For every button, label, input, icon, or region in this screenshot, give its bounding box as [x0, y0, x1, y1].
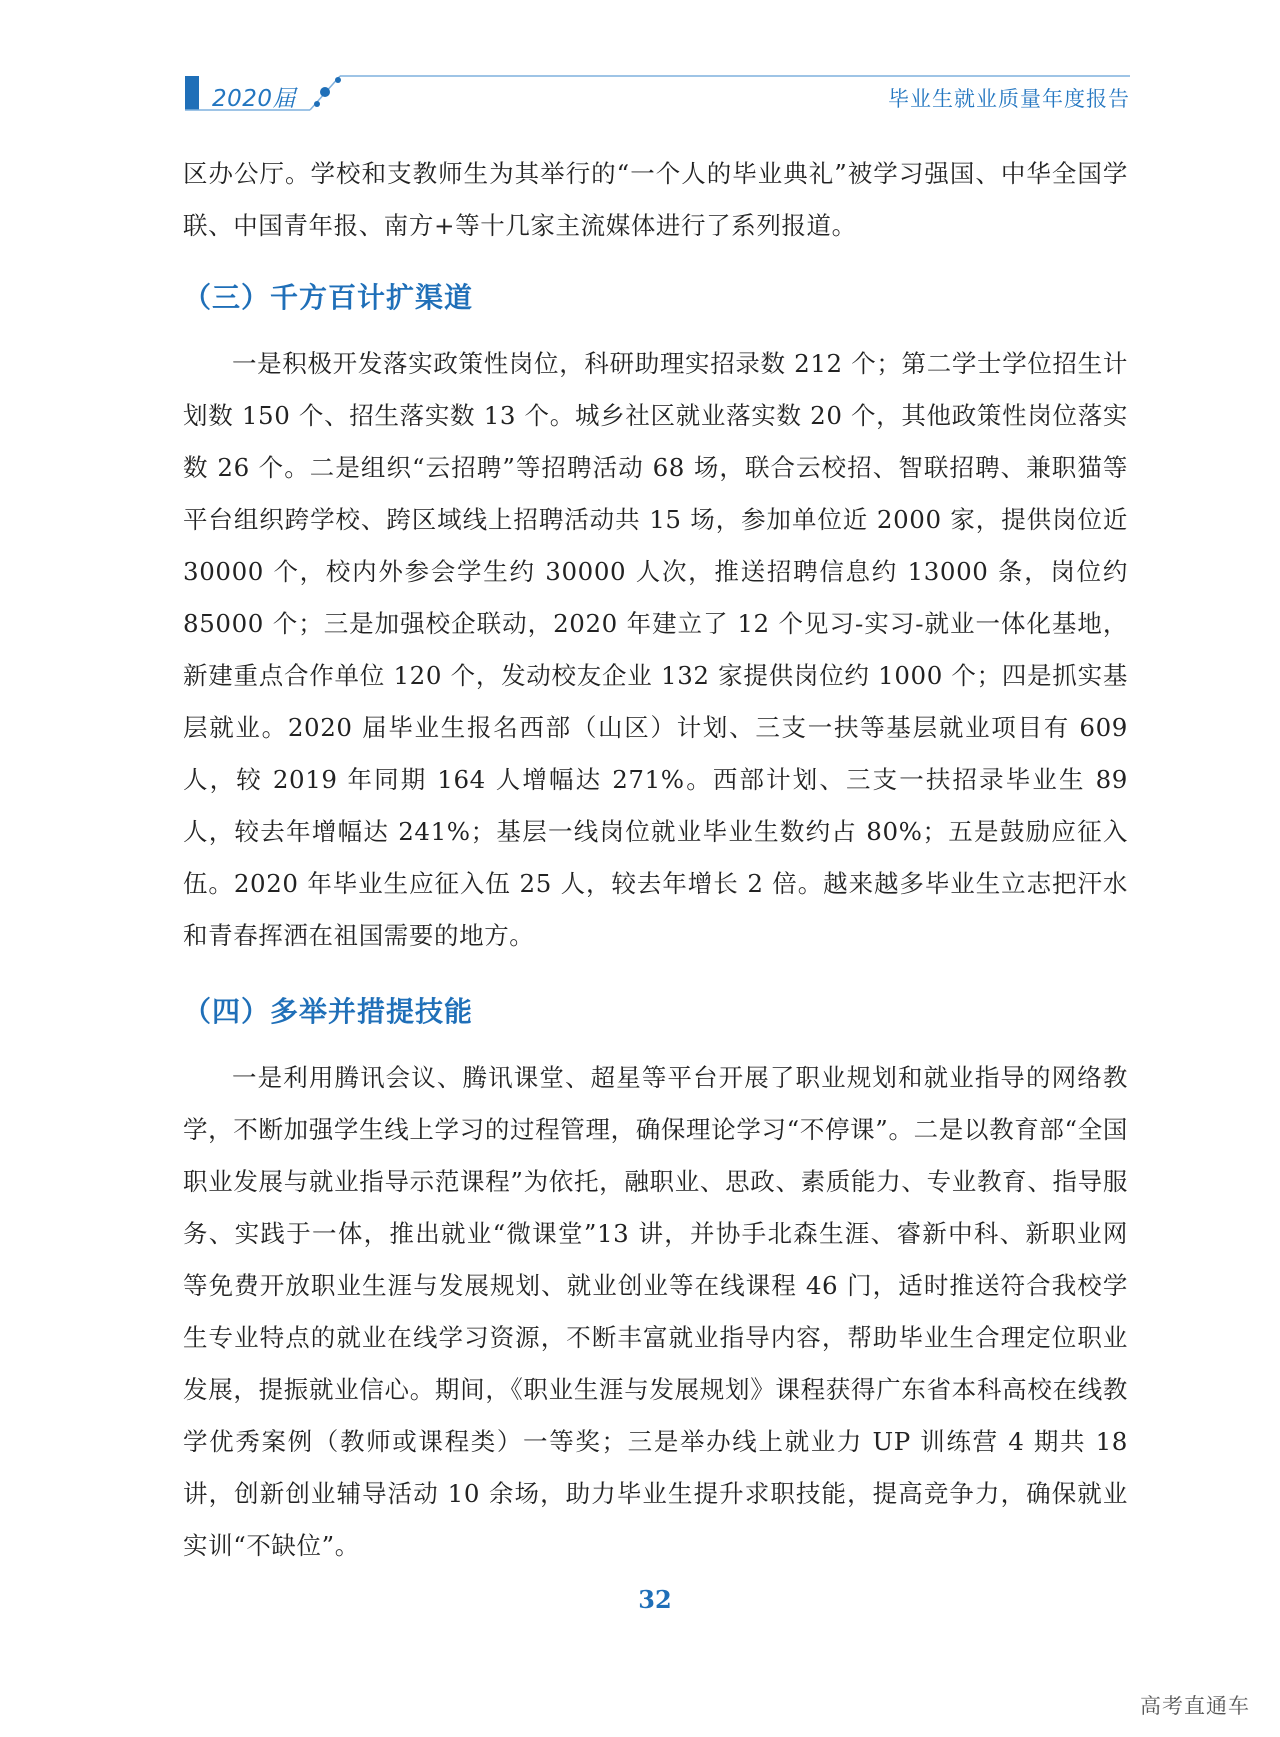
header-dot-icon	[320, 87, 330, 97]
section-3-heading: （三）千方百计扩渠道	[183, 281, 474, 314]
intro-paragraph: 区办公厅。学校和支教师生为其举行的“一个人的毕业典礼”被学习强国、中华全国学联、中国青年报、南方+等十几家主流媒体进行了系列报道。	[183, 159, 1128, 240]
header-year-label: 2020届	[212, 86, 297, 112]
watermark-text: 高考直通车	[1140, 1694, 1250, 1718]
page-content	[183, 148, 1128, 1572]
section-4-heading: （四）多举并措提技能	[183, 995, 474, 1028]
page-number: 32	[638, 1585, 672, 1614]
page-header	[0, 0, 1280, 120]
header-report-title: 毕业生就业质量年度报告	[888, 87, 1130, 111]
section-4-paragraph: 一是利用腾讯会议、腾讯课堂、超星等平台开展了职业规划和就业指导的网络教学，不断加强学生线上学习的过程管理，确保理论学习“不停课”。二是以教育部“全国职业发展与就业指导示范课程”为依托，融职业、思政、素质能力、专业教育、指导服务、实践于一体，推出就业“微课堂”13 讲，并协手北森生涯、睿新中科、新职业网等免费开放职业生涯与发展规划、就业创业等在线课程 46 门，适时推送符合我校学生专业特点的就业在线学习资源，不断丰富就业指导内容，帮助毕业生合理定位职业发展，提振就业信心。期间，《职业生涯与发展规划》课程获得广东省本科高校在线教学优秀案例（教师或课程类）一等奖；三是举办线上就业力 UP 训练营 4 期共 18 讲，创新创业辅导活动 10 余场，助力毕业生提升求职技能，提高竞争力，确保就业实训“不缺位”。	[183, 1063, 1128, 1560]
section-3-paragraph: 一是积极开发落实政策性岗位，科研助理实招录数 212 个；第二学士学位招生计划数 150 个、招生落实数 13 个。城乡社区就业落实数 20 个，其他政策性岗位落实数 26 个。二是组织“云招聘”等招聘活动 68 场，联合云校招、智联招聘、兼职猫等平台组织跨学校、跨区域线上招聘活动共 15 场，参加单位近 2000 家，提供岗位近 30000 个，校内外参会学生约 30000 人次，推送招聘信息约 13000 条，岗位约 85000 个；三是加强校企联动，2020 年建立了 12 个见习-实习-就业一体化基地，新建重点合作单位 120 个，发动校友企业 132 家提供岗位约 1000 个；四是抓实基层就业。2020 届毕业生报名西部（山区）计划、三支一扶等基层就业项目有 609 人，较 2019 年同期 164 人增幅达 271%。西部计划、三支一扶招录毕业生 89 人，较去年增幅达 241%；基层一线岗位就业毕业生数约占 80%；五是鼓励应征入伍。2020 年毕业生应征入伍 25 人，较去年增长 2 倍。越来越多毕业生立志把汗水和青春挥洒在祖国需要的地方。	[183, 349, 1128, 950]
